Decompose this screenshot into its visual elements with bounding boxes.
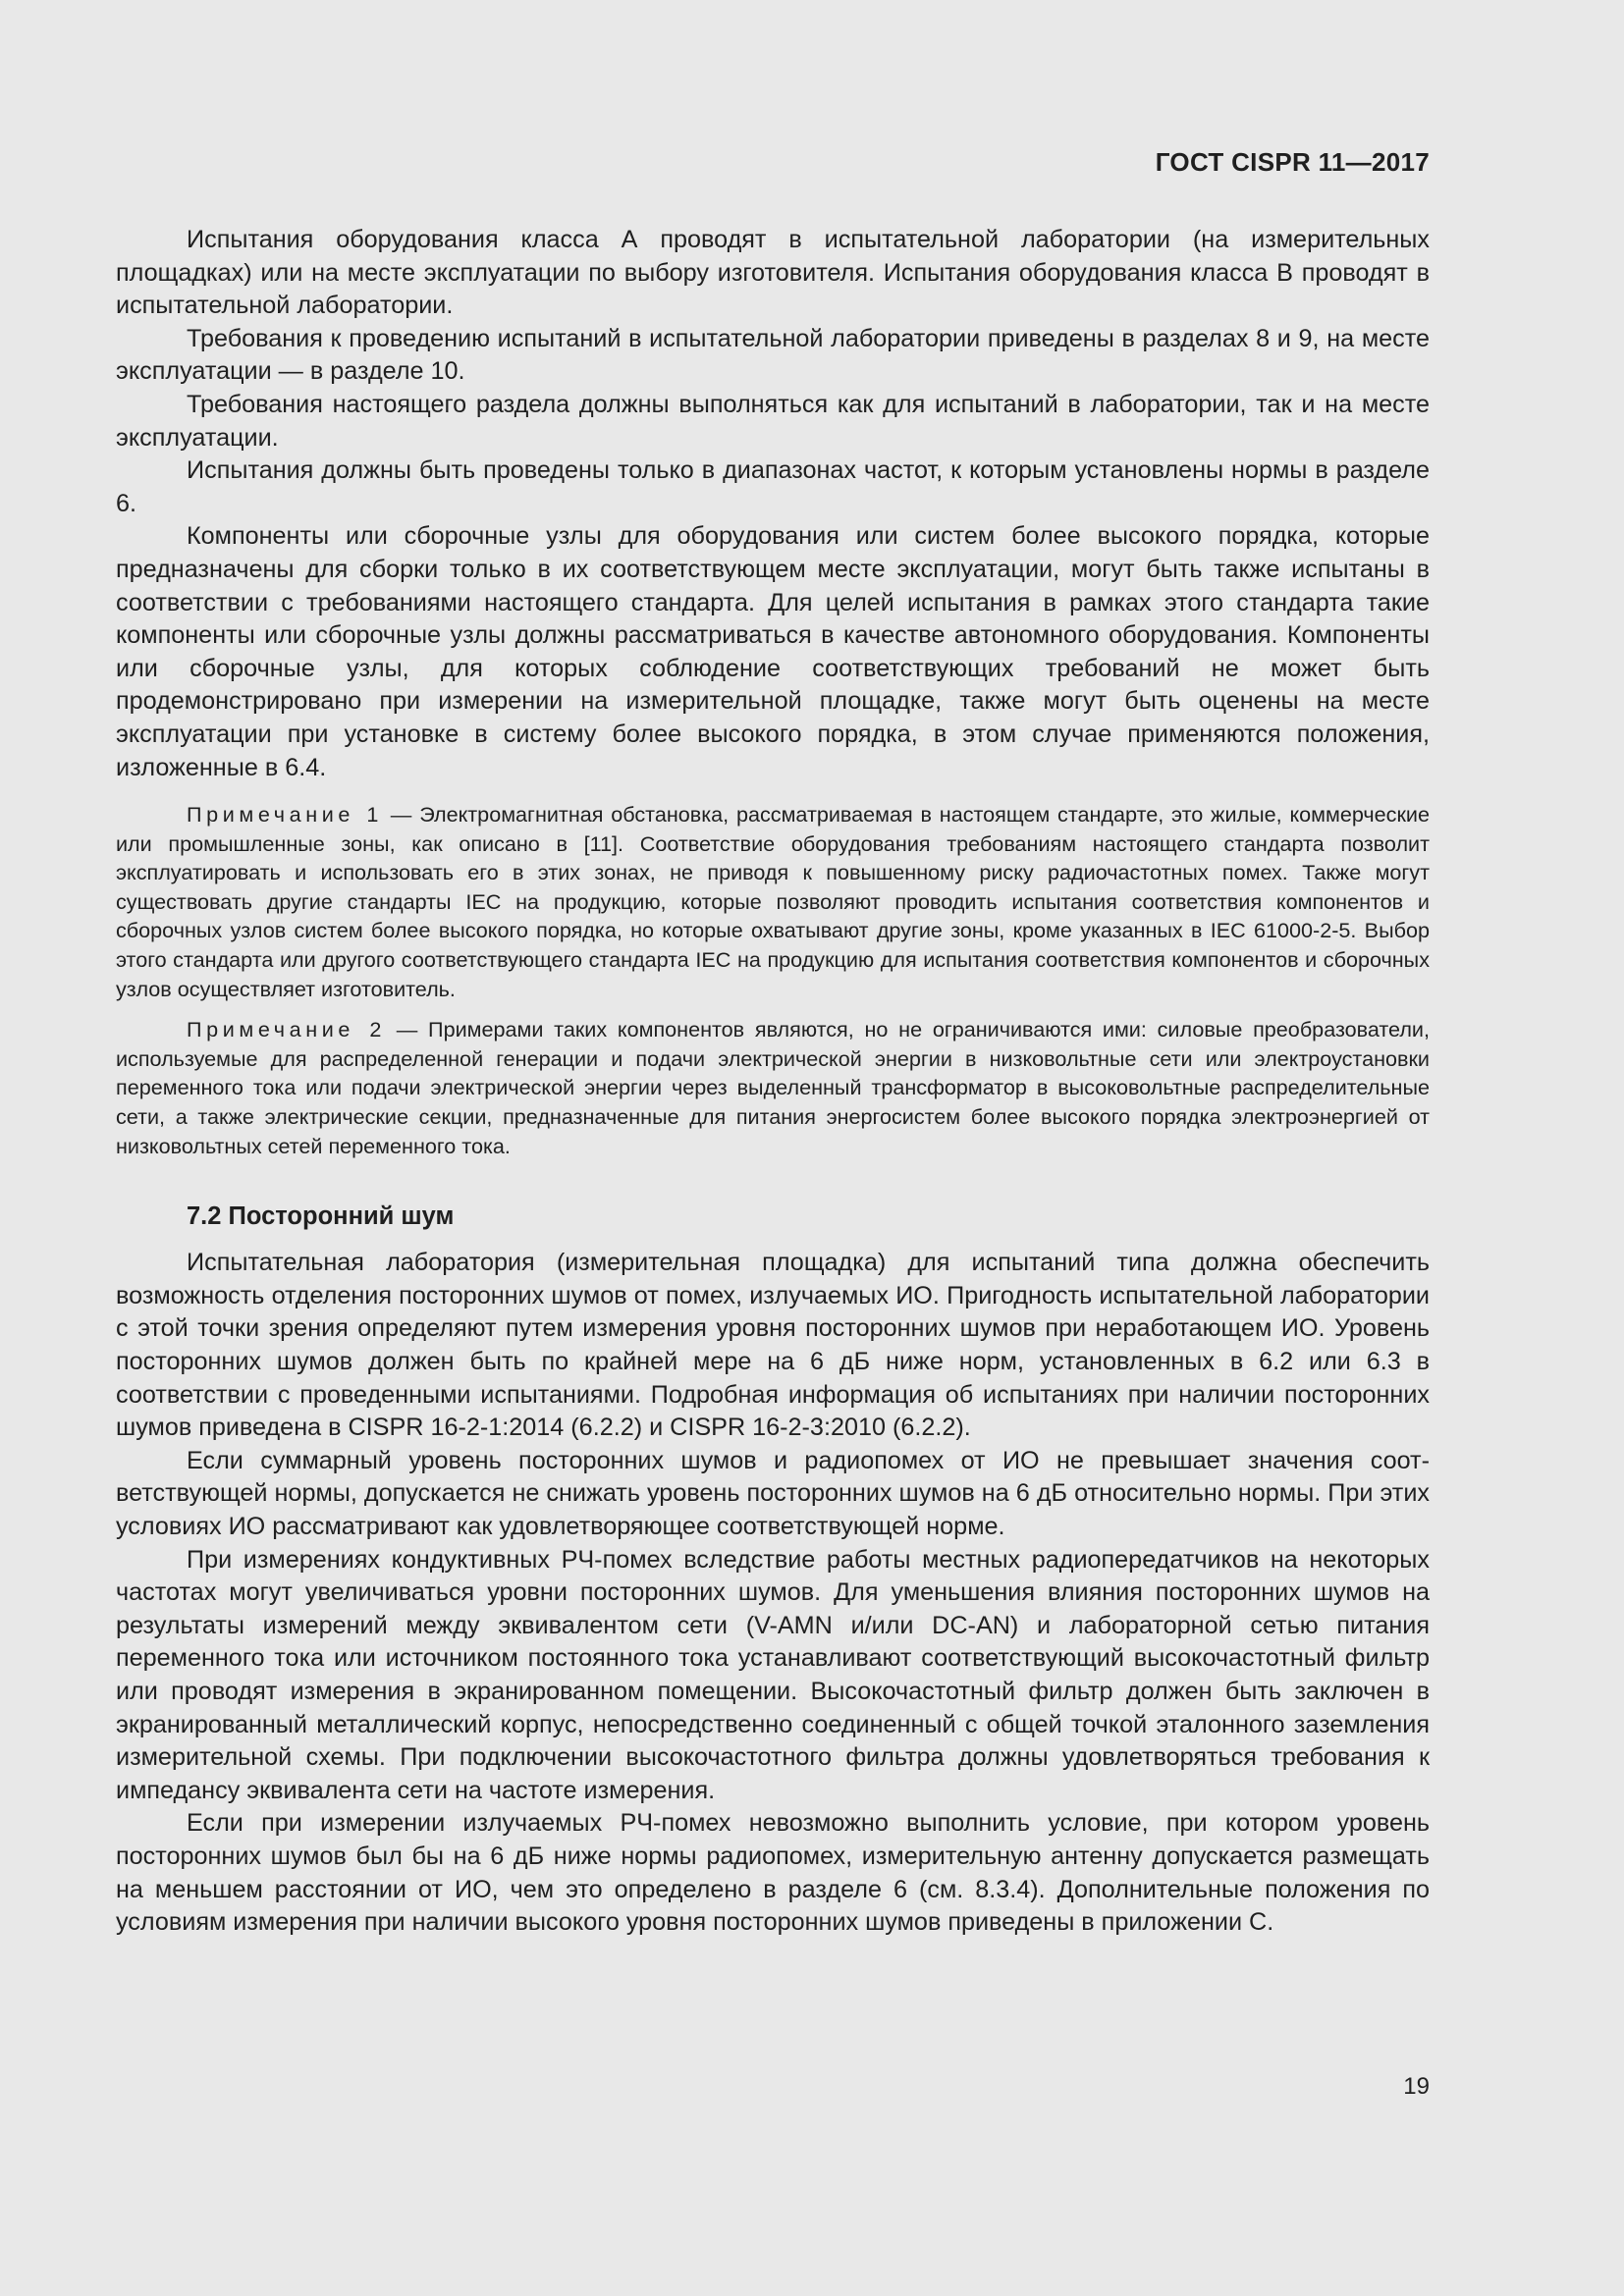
- paragraph-radiated-interference: Если при измерении излучаемых РЧ-помех невозможно выполнить условие, при котором уровень посторонних шумов был бы на 6 дБ ниже нормы радиопомех, измерительную антенну допускается размещать на меньшем расстоянии от ИО, чем это определено в разделе 6 (см. 8.3.4). Дополнительные положения по условиям измерения при наличии высокого уровня посторонних шумов приведены в приложении С.: [116, 1809, 1430, 1937]
- note-1-label: Примечание 1: [187, 802, 383, 828]
- paragraph-section-applicability: Требования настоящего раздела должны выполняться как для испытаний в лаборатории, так и на месте эксплуатации.: [116, 390, 1430, 452]
- paragraph-test-requirements: Требования к проведению испытаний в испытательной лаборатории приведены в разделах 8 и 9, на месте эксплуатации — в разделе 10.: [116, 324, 1430, 386]
- paragraph-total-level: Если суммарный уровень посторонних шумов и радиопомех от ИО не превышает значения соответствующей нормы, допускается не снижать уровень посторонних шумов на 6 дБ относительно нормы. При этих условиях ИО рассматривают как удовлетворяющее соответствующей норме.: [116, 1446, 1430, 1540]
- paragraph-class-a-b: Испытания оборудования класса А проводят в испытательной лаборатории (на измерительных площадках) или на месте эксплуатации по выбору изготовителя. Испытания оборудования класса В проводят в испытательной лаборатории.: [116, 226, 1430, 320]
- note-2: [116, 1015, 1430, 1160]
- note-1: [116, 800, 1430, 1003]
- paragraph-conducted-interference: При измерениях кондуктивных РЧ-помех вследствие работы местных радиопередатчиков на некоторых частотах могут увеличиваться уровни посторонних шумов. Для уменьшения влияния посторонних шумов на результаты измерений между эквивалентом сети (V-AMN и/или DC-AN) и лабораторной сетью питания переменного тока или источником постоянного тока устанавливают соответствующий высокочастотный фильтр или проводят измерения в экранированном помещении. Высокочастотный фильтр должен быть заключен в экранированный металлический корпус, непосредственно соединенный с общей точкой эталонного заземления измерительной схемы. При подключении высокочастотного фильтра должны удовлетворяться требования к импедансу эквивалента сети на частоте измерения.: [116, 1545, 1430, 1804]
- note-1-text: — Электромагнитная обстановка, рассматриваемая в настоящем стандарте, это жилые, коммерческие или промышленные зоны, как описано в [11]. Соответствие оборудования требованиям настоящего стандарта позволит эксплуатировать и использовать его в этих зонах, не приводя к повышенному риску радиочастотных помех. Также могут существовать другие стандарты IEC на продукцию, которые позволяют проводить испытания соответствия компонентов и сборочных узлов систем более высокого порядка, но которые охватывают другие зоны, кроме указанных в IEC 61000-2-5. Выбор этого стандарта или другого соответствующего стандарта IEC на продукцию для испытания соответствия компонентов и сборочных узлов осуществляет изготовитель.: [116, 802, 1430, 1001]
- paragraph-frequency-ranges: Испытания должны быть проведены только в диапазонах частот, к которым установлены нормы в разделе 6.: [116, 456, 1430, 517]
- section-heading: 7.2 Посторонний шум: [187, 1202, 455, 1231]
- document-header-title: ГОСТ CISPR 11—2017: [1155, 147, 1430, 177]
- page-body: [116, 224, 1430, 1940]
- page-number: 19: [1403, 2073, 1430, 2100]
- paragraph-noise-separation: Испытательная лаборатория (измерительная площадка) для испытаний типа должна обеспечить возможность отделения посторонних шумов от помех, излучаемых ИО. Пригодность испытательной лаборатории с этой точки зрения определяют путем измерения уровня посторонних шумов при неработающем ИО. Уровень посторонних шумов должен быть по крайней мере на 6 дБ ниже норм, установленных в 6.2 или 6.3 в соответствии с проведенными испытаниями. Подробная информация об испытаниях при наличии посторонних шумов приведена в CISPR 16-2-1:2014 (6.2.2) и CISPR 16-2-3:2010 (6.2.2).: [116, 1249, 1430, 1442]
- note-2-text: — Примерами таких компонентов являются, но не ограничиваются ими: силовые преобразователи, используемые для распределенной генерации и подачи электрической энергии в низковольтные сети или электроустановки переменного тока или подачи электрической энергии через выделенный трансформатор в высоковольтные распределительные сети, а также электрические секции, предназначенные для питания энергосистем более высокого порядка электроэнергией от низковольтных сетей переменного тока.: [116, 1017, 1430, 1158]
- paragraph-components: Компоненты или сборочные узлы для оборудования или систем более высокого порядка, которые предназначены для сборки только в их соответствующем месте эксплуатации, могут быть также испытаны в соответствии с требованиями настоящего стандарта. Для целей испытания в рамках этого стандарта такие компоненты или сборочные узлы должны рассматриваться в качестве автономного оборудования. Компоненты или сборочные узлы, для которых соблюдение соответствующих требований не может быть продемонстрировано при измерении на измерительной площадке, также могут быть оценены на месте эксплуатации при установке в систему более высокого порядка, в этом случае применяются положения, изложенные в 6.4.: [116, 522, 1430, 781]
- note-2-label: Примечание 2: [187, 1017, 386, 1042]
